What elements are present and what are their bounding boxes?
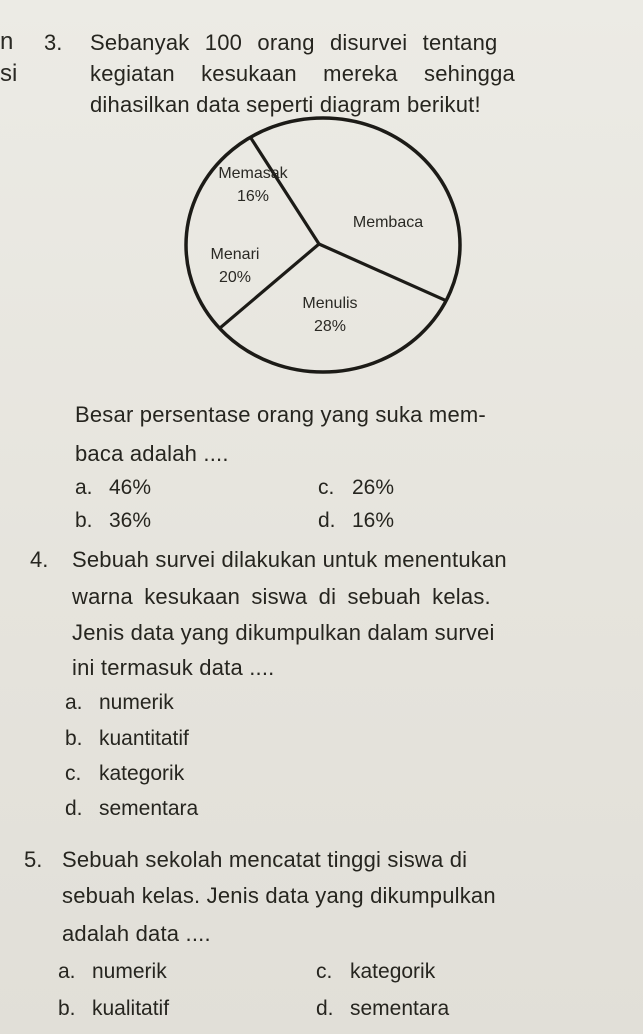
option-b[interactable] xyxy=(65,727,189,751)
option-text: kualitatif xyxy=(92,997,170,1020)
pie-slice-boundary xyxy=(319,244,446,301)
option-d[interactable] xyxy=(318,509,394,533)
pie-slice-label: Memasak xyxy=(218,165,288,182)
question-4-line-2: warna kesukaan siswa di sebuah kelas. xyxy=(72,584,491,609)
question-5-line-3: adalah data .... xyxy=(62,921,211,946)
pie-slice-value-label: 28% xyxy=(313,318,347,335)
question-5-line-2: sebuah kelas. Jenis data yang dikumpulkan xyxy=(62,883,496,908)
option-text: numerik xyxy=(99,691,174,714)
option-text: 16% xyxy=(352,509,395,532)
question-3-text: Sebanyak 100 orang disurvei tentang xyxy=(90,30,498,55)
option-label: d. xyxy=(65,797,83,820)
question-5-line-1: Sebuah sekolah mencatat tinggi siswa di xyxy=(62,847,468,872)
option-text: kategorik xyxy=(350,960,436,983)
pie-slice-label: Menulis xyxy=(302,295,358,312)
question-4-number: 4. xyxy=(30,547,49,572)
option-text: sementara xyxy=(350,997,450,1020)
question-3-line-3: dihasilkan data seperti diagram berikut! xyxy=(90,92,481,117)
option-text: numerik xyxy=(92,960,167,983)
question-3-number: 3. xyxy=(44,30,63,55)
edge-letter: si xyxy=(0,60,18,87)
option-b[interactable] xyxy=(58,997,169,1021)
option-c[interactable] xyxy=(65,762,184,786)
question-3-prompt-line-1: Besar persentase orang yang suka mem- xyxy=(75,402,486,427)
option-a[interactable] xyxy=(75,476,151,500)
pie-slice-label: Menari xyxy=(210,246,260,263)
option-label: c. xyxy=(318,476,335,499)
option-text: 46% xyxy=(109,476,152,499)
pie-slice-value-label: 20% xyxy=(218,269,252,286)
question-3-line-2: kegiatan kesukaan mereka sehingga xyxy=(90,61,515,86)
pie-slice-value-label: 16% xyxy=(236,188,270,205)
question-4-line-1: Sebuah survei dilakukan untuk menentukan xyxy=(72,547,507,572)
option-label: a. xyxy=(65,691,83,714)
option-text: 26% xyxy=(352,476,395,499)
pie-chart xyxy=(175,112,475,392)
edge-letter: n xyxy=(0,28,14,55)
question-5-number: 5. xyxy=(24,847,43,872)
option-label: d. xyxy=(316,997,334,1020)
question-3-line-1 xyxy=(90,30,618,56)
question-4-line-4: ini termasuk data .... xyxy=(72,655,275,680)
option-label: a. xyxy=(75,476,93,499)
option-label: b. xyxy=(75,509,93,532)
option-label: b. xyxy=(58,997,76,1020)
option-label: a. xyxy=(58,960,76,983)
option-text: kategorik xyxy=(99,762,185,785)
option-label: d. xyxy=(318,509,336,532)
pie-slice-label: Membaca xyxy=(352,214,424,231)
option-c[interactable] xyxy=(316,960,435,984)
option-d[interactable] xyxy=(316,997,449,1021)
option-c[interactable] xyxy=(318,476,394,500)
option-d[interactable] xyxy=(65,797,198,821)
option-b[interactable] xyxy=(75,509,151,533)
option-text: kuantitatif xyxy=(99,727,189,750)
question-4-line-3: Jenis data yang dikumpulkan dalam survei xyxy=(72,620,495,645)
option-a[interactable] xyxy=(65,691,174,715)
option-label: c. xyxy=(65,762,82,785)
option-label: b. xyxy=(65,727,83,750)
option-text: sementara xyxy=(99,797,199,820)
option-label: c. xyxy=(316,960,333,983)
option-a[interactable] xyxy=(58,960,167,984)
option-text: 36% xyxy=(109,509,152,532)
question-3-prompt-line-2: baca adalah .... xyxy=(75,441,229,466)
